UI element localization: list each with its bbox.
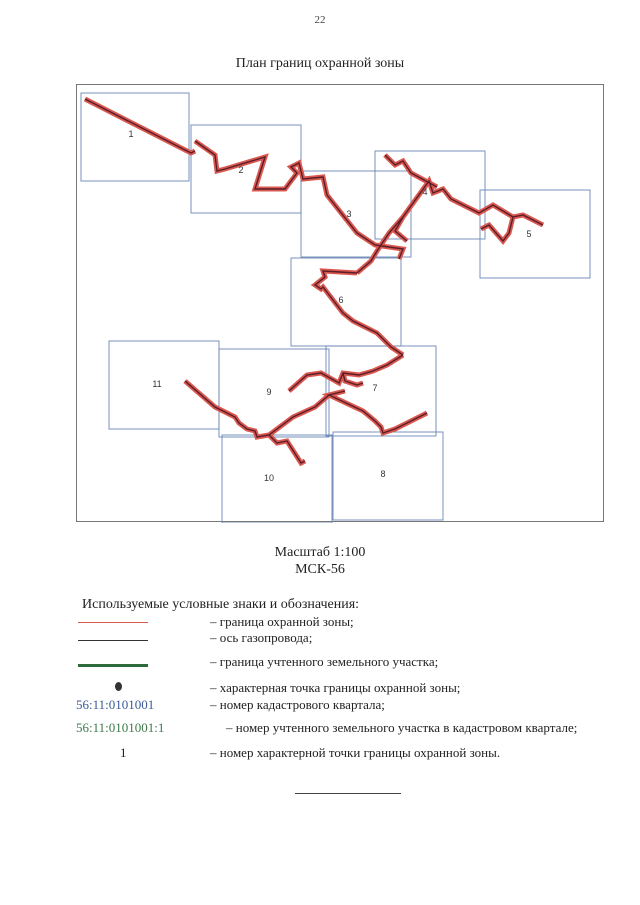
legend-heading: Используемые условные знаки и обозначения: [82,597,360,612]
parcel-label: 7 [372,383,378,393]
legend-symbol [76,654,176,672]
plan-title: План границ охранной зоны [235,56,405,71]
pipeline-zone-branch-7 [185,373,427,437]
boundary-point-dot-icon [115,682,122,691]
scale-block [0,544,640,578]
pipeline-zone-diagonal [315,271,403,355]
legend-text: – граница учтенного земельного участка; [210,654,439,669]
parcel-11-outline [109,341,219,429]
parcel-2-outline [191,125,301,213]
pipeline-axis-line-icon [78,640,148,641]
parcel-label: 4 [422,187,428,197]
parcel-10-outline [222,435,332,523]
parcel-8-outline [333,432,443,520]
legend-text: – номер характерной точки границы охранной зоны. [210,745,501,760]
parcel-label: 8 [380,469,386,479]
pipeline-zone-vertical [357,155,437,273]
coordinate-system-label: МСК-56 [295,562,345,577]
legend-symbol [76,680,176,698]
parcel-label: 3 [346,209,352,219]
page-number: 22 [314,14,326,26]
legend-symbol [76,630,176,648]
pipeline-axis-branch-7 [185,373,427,437]
parcel-label: 10 [263,473,275,483]
legend-text: – граница охранной зоны; [210,614,354,629]
map-frame [76,84,604,522]
legend-text: – номер учтенного земельного участка в кадастровом квартале; [226,720,578,735]
parcel-label: 1 [128,129,134,139]
legend-text: – характерная точка границы охранной зоны; [210,680,461,695]
parcel-label: 6 [338,295,344,305]
pipeline-zone-branch-2 [195,141,403,259]
parcel-label: 11 [152,379,162,389]
parcel-9-outline [219,349,329,437]
closing-rule [295,793,401,794]
legend-row [0,697,640,715]
legend-text: – ось газопровода; [210,630,313,645]
scale-label: Масштаб 1:100 [274,545,366,560]
parcel-label: 5 [526,229,532,239]
red-boundary-line-icon [78,622,148,623]
parcel-label: 2 [238,165,244,175]
parcel-label: 9 [266,387,272,397]
parcel-3-outline [301,171,411,257]
boundary-plan-map [77,85,605,523]
pipeline-zone-branch-10 [269,435,305,463]
cadastral-quarter-code: 56:11:0101001 [76,697,155,712]
boundary-point-number: 1 [120,745,127,760]
legend-symbol [76,720,176,738]
parcel-border-line-icon [78,664,148,667]
legend-symbol [76,745,176,763]
legend-row [0,745,640,763]
parcel-number-code: 56:11:0101001:1 [76,720,165,735]
legend-text: – номер кадастрового квартала; [210,697,385,712]
legend-row [0,720,640,738]
legend-row [0,630,640,648]
legend-row [0,680,640,698]
pipeline-axis-vertical [357,155,437,273]
legend-row [0,654,640,672]
legend-symbol [76,697,176,715]
